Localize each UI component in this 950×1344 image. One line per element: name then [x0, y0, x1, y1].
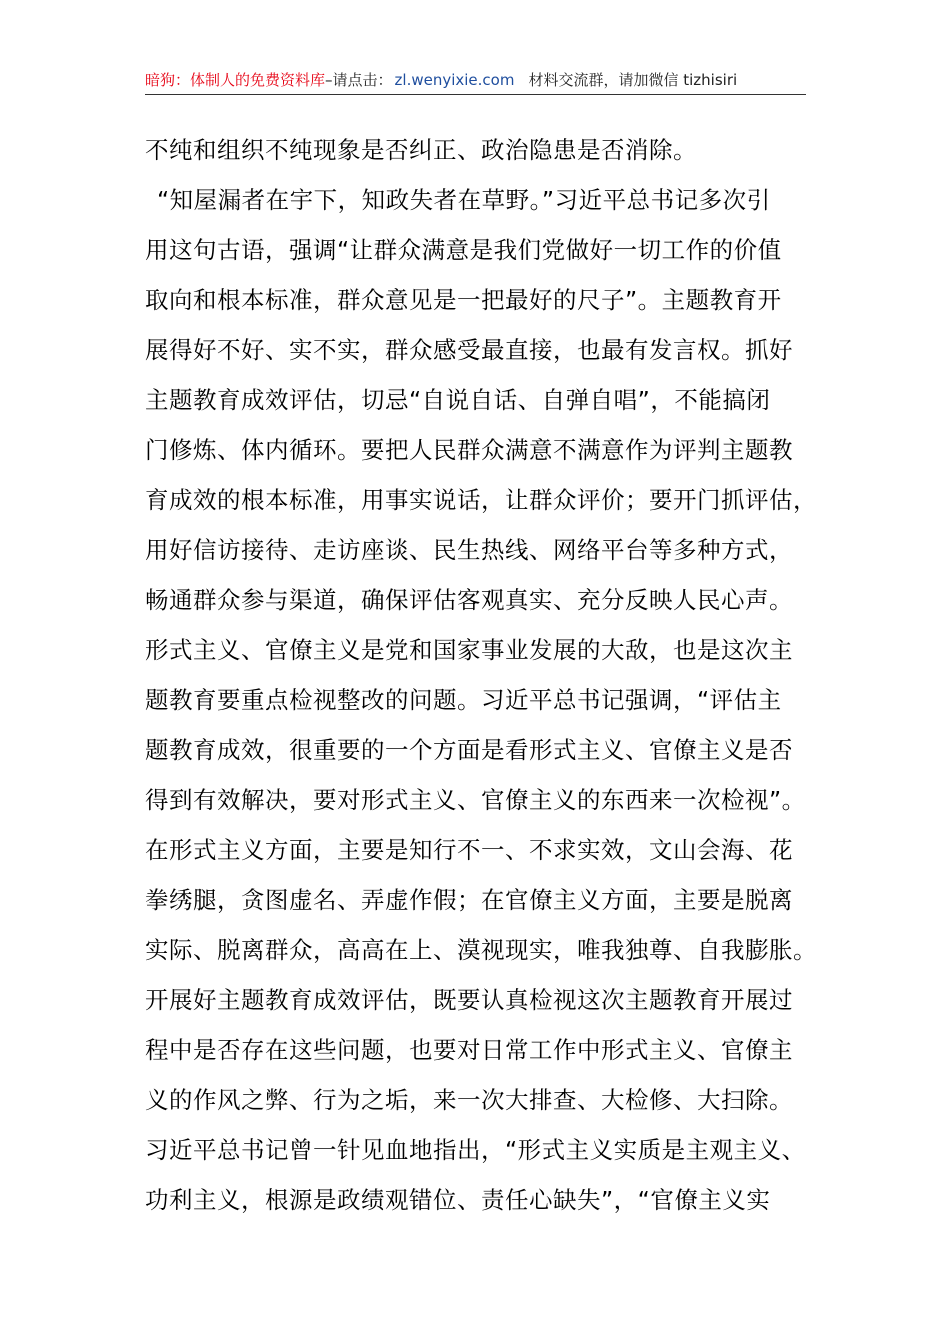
body-line: 主题教育成效评估，切忌“自说自话、自弹自唱”，不能搞闭	[145, 386, 771, 414]
body-line: 在形式主义方面，主要是知行不一、不求实效，文山会海、花	[145, 836, 793, 864]
body-line: “知屋漏者在宇下，知政失者在草野。”习近平总书记多次引	[157, 186, 771, 214]
body-line: 得到有效解决，要对形式主义、官僚主义的东西来一次检视”。	[145, 786, 806, 814]
page-header	[145, 70, 805, 96]
header-prompt: –请点击：	[325, 71, 393, 89]
body-line: 义的作风之弊、行为之垢，来一次大排查、大检修、大扫除。	[145, 1086, 793, 1114]
body-line: 功利主义，根源是政绩观错位、责任心缺失”，“官僚主义实	[145, 1186, 771, 1214]
body-line: 形式主义、官僚主义是党和国家事业发展的大敌，也是这次主	[145, 636, 793, 664]
body-line: 题教育要重点检视整改的问题。习近平总书记强调，“评估主	[145, 686, 782, 714]
header-contact: 材料交流群，请加微信 tizhisiri	[528, 71, 738, 89]
body-line: 用这句古语，强调“让群众满意是我们党做好一切工作的价值	[145, 236, 782, 264]
body-line: 拳绣腿，贪图虚名、弄虚作假；在官僚主义方面，主要是脱离	[145, 886, 793, 914]
body-line: 题教育成效，很重要的一个方面是看形式主义、官僚主义是否	[145, 736, 793, 764]
body-line: 开展好主题教育成效评估，既要认真检视这次主题教育开展过	[145, 986, 793, 1014]
header-url-link[interactable]: zl.wenyixie.com	[394, 71, 515, 89]
header-divider	[145, 94, 806, 95]
body-line: 展得好不好、实不实，群众感受最直接，也最有发言权。抓好	[145, 336, 793, 364]
body-line: 畅通群众参与渠道，确保评估客观真实、充分反映人民心声。	[145, 586, 793, 614]
body-line: 习近平总书记曾一针见血地指出，“形式主义实质是主观主义、	[145, 1136, 806, 1164]
body-line: 实际、脱离群众，高高在上、漠视现实，唯我独尊、自我膨胀。	[145, 936, 817, 964]
body-line: 不纯和组织不纯现象是否纠正、政治隐患是否消除。	[145, 136, 697, 164]
body-line: 育成效的根本标准，用事实说话，让群众评价；要开门抓评估，	[145, 486, 817, 514]
body-line: 程中是否存在这些问题，也要对日常工作中形式主义、官僚主	[145, 1036, 793, 1064]
document-body	[145, 125, 835, 1225]
header-site-name: 暗狗：体制人的免费资料库	[145, 71, 326, 89]
body-line: 取向和根本标准，群众意见是一把最好的尺子”。主题教育开	[145, 286, 782, 314]
body-line: 用好信访接待、走访座谈、民生热线、网络平台等多种方式，	[145, 536, 793, 564]
body-line: 门修炼、体内循环。要把人民群众满意不满意作为评判主题教	[145, 436, 793, 464]
